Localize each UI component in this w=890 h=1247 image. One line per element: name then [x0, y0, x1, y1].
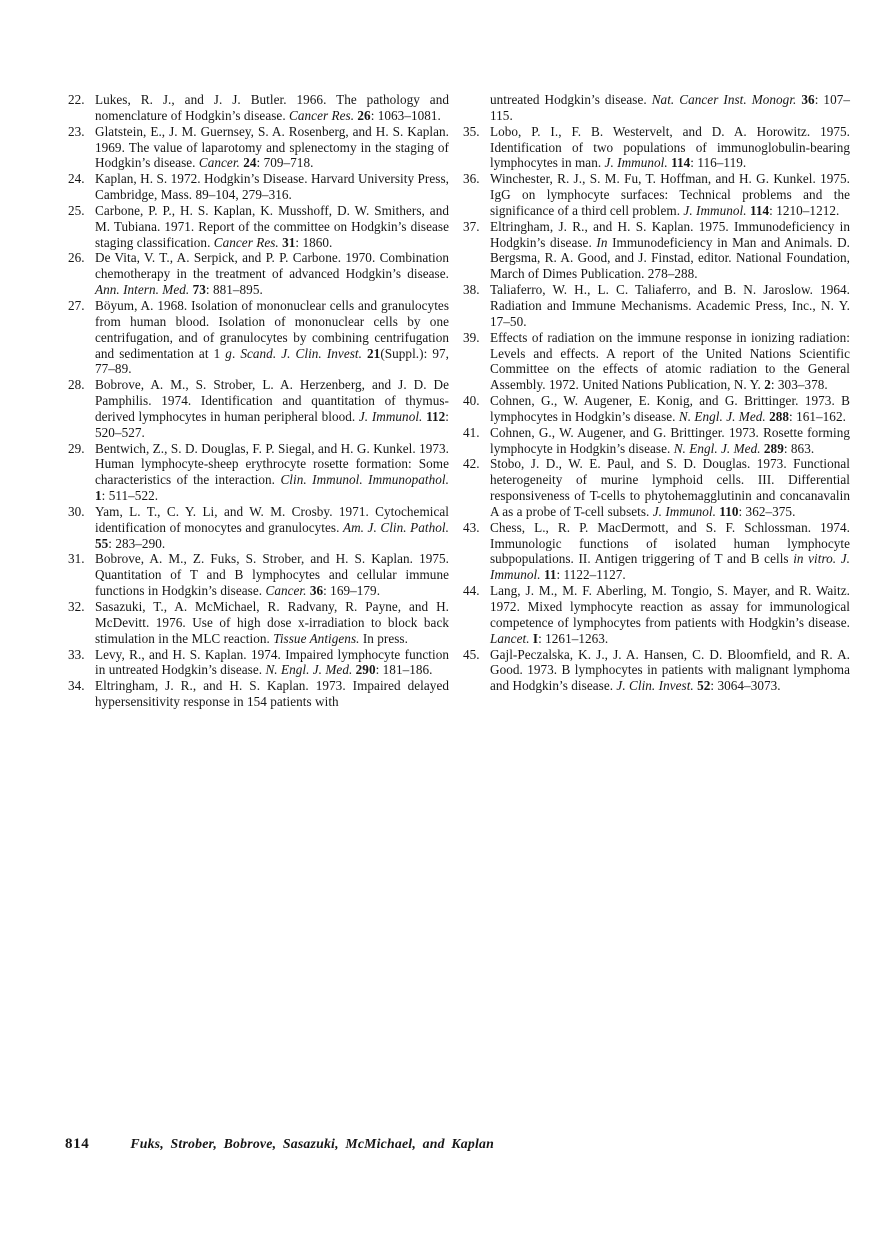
reference-text: Lobo, P. I., F. B. Westervelt, and D. A. Horowitz. 1975. Identification of two populations of immunoglobulin-bearing lymphocytes in man. J. Immunol. 114: 116–119. [490, 123, 850, 171]
reference-number: 30. [68, 503, 85, 519]
reference-text: Bobrove, A. M., Z. Fuks, S. Strober, and H. S. Kaplan. 1975. Quantitation of T and B lymphocytes and cellular immune functions in Hodgkin’s disease. Cancer. 36: 169–179. [95, 551, 449, 599]
reference-item [463, 520, 850, 583]
reference-number: 44. [463, 583, 480, 599]
reference-item [68, 203, 449, 251]
reference-text: Chess, L., R. P. MacDermott, and S. F. Schlossman. 1974. Immunologic functions of isolated human lymphocyte subpopulations. II. Antigen triggering of T and B cells in vitro. J. Immunol. 11: 1122–1127. [490, 519, 850, 583]
reference-item [463, 282, 850, 330]
reference-text: Winchester, R. J., S. M. Fu, T. Hoffman, and H. G. Kunkel. 1975. IgG on lymphocyte surfaces: Technical problems and the significance of a third cell problem. J. Immunol. 114: 1210–1212. [490, 171, 850, 218]
page-footer [65, 1136, 494, 1153]
reference-item [68, 441, 449, 504]
reference-text: Sasazuki, T., A. McMichael, R. Radvany, R. Payne, and H. McDevitt. 1976. Use of high dose x-irradiation to block back stimulation in the MLC reaction. Tissue Antigens. In press. [95, 599, 449, 646]
reference-number: 41. [463, 424, 480, 440]
reference-number: 43. [463, 519, 480, 535]
reference-text: Kaplan, H. S. 1972. Hodgkin’s Disease. Harvard University Press, Cambridge, Mass. 89–104, 279–316. [95, 171, 449, 203]
reference-number: 35. [463, 123, 480, 139]
reference-text: Gajl-Peczalska, K. J., J. A. Hansen, C. D. Bloomfield, and R. A. Good. 1973. B lymphocytes in patients with malignant lymphoma and Hodgkin’s disease. J. Clin. Invest. 52: 3064–3073. [490, 646, 850, 694]
reference-item [68, 124, 449, 172]
reference-item [68, 298, 449, 377]
reference-number: 39. [463, 329, 480, 345]
reference-text: Lang, J. M., M. F. Aberling, M. Tongio, S. Mayer, and R. Waitz. 1972. Mixed lymphocyte reaction as assay for immunological competence of lymphocytes from patients with Hodgkin’s disease. Lancet. I: 1261–1263. [490, 583, 850, 646]
references-right-column [463, 92, 850, 710]
reference-item [463, 425, 850, 457]
reference-text: Stobo, J. D., W. E. Paul, and S. D. Douglas. 1973. Functional heterogeneity of murine lymphoid cells. III. Differential responsiveness of T-cells to phytohemagglutinin and concanavalin A as a probe of T-cell subsets. J. Immunol. 110: 362–375. [490, 456, 850, 519]
reference-text: De Vita, V. T., A. Serpick, and P. P. Carbone. 1970. Combination chemotherapy in the treatment of advanced Hodgkin’s disease. Ann. Intern. Med. 73: 881–895. [95, 250, 449, 298]
reference-item [463, 124, 850, 172]
reference-text: Cohnen, G., W. Augener, and G. Brittinger. 1973. Rosette forming lymphocyte in Hodgkin’s disease. N. Engl. J. Med. 289: 863. [490, 424, 850, 456]
reference-number: 34. [68, 678, 85, 694]
reference-number: 32. [68, 599, 85, 614]
reference-item [68, 250, 449, 298]
reference-number: 27. [68, 297, 85, 313]
reference-text: Bobrove, A. M., S. Strober, L. A. Herzenberg, and J. D. De Pamphilis. 1974. Identification and quantitation of thymus-derived lymphocytes in human peripheral blood. J. Immunol. 112: 520–527. [95, 377, 449, 440]
reference-text: Eltringham, J. R., and H. S. Kaplan. 1975. Immunodeficiency in Hodgkin’s disease. In Immunodeficiency in Man and Animals. D. Bergsma, R. A. Good, and J. Finstad, editor. National Foundation, March of Dimes Publication. 278–288. [490, 218, 851, 282]
reference-list [68, 92, 850, 710]
reference-number: 25. [68, 202, 85, 218]
running-authors: Fuks, Strober, Bobrove, Sasazuki, McMichael, and Kaplan [130, 1136, 494, 1151]
reference-item [68, 647, 449, 679]
reference-item [68, 504, 449, 552]
reference-number: 26. [68, 250, 85, 266]
reference-item [68, 678, 449, 710]
reference-item [463, 647, 850, 695]
reference-number: 29. [68, 440, 85, 456]
reference-item [68, 599, 449, 647]
reference-number: 24. [68, 171, 85, 187]
reference-number: 22. [68, 92, 85, 107]
reference-number: 23. [68, 123, 85, 139]
reference-item [463, 393, 850, 425]
reference-text: Levy, R., and H. S. Kaplan. 1974. Impaired lymphocyte function in untreated Hodgkin’s disease. N. Engl. J. Med. 290: 181–186. [95, 646, 449, 678]
reference-item [68, 92, 449, 124]
reference-text: Cohnen, G., W. Augener, E. Konig, and G. Brittinger. 1973. B lymphocytes in Hodgkin’s disease. N. Engl. J. Med. 288: 161–162. [490, 393, 850, 424]
reference-number: 38. [463, 282, 480, 298]
reference-text: Yam, L. T., C. Y. Li, and W. M. Crosby. 1971. Cytochemical identification of monocytes and granulocytes. Am. J. Clin. Pathol. 55: 283–290. [95, 503, 449, 551]
reference-number: 42. [463, 456, 480, 472]
reference-text: Lukes, R. J., and J. J. Butler. 1966. The pathology and nomenclature of Hodgkin’s disease. Cancer Res. 26: 1063–1081. [95, 92, 449, 123]
reference-continuation [463, 92, 850, 124]
reference-text: Effects of radiation on the immune response in ionizing radiation: Levels and effects. A report of the United Nations Scientific Committee on the effects of atomic radiation to the General Assembly. 1972. United Nations Publication, N. Y. 2: 303–378. [490, 329, 850, 393]
reference-item [68, 171, 449, 203]
reference-number: 28. [68, 377, 85, 393]
reference-item [463, 171, 850, 219]
reference-text: Böyum, A. 1968. Isolation of mononuclear cells and granulocytes from human blood. Isolation of mononuclear cells by one centrifugation, and of granulocytes by combining centrifugation and sedimentation at 1 g. Scand. J. Clin. Invest. 21(Suppl.): 97, 77–89. [95, 297, 449, 377]
reference-text: Eltringham, J. R., and H. S. Kaplan. 1973. Impaired delayed hypersensitivity response in 154 patients with [95, 678, 449, 710]
reference-text: Carbone, P. P., H. S. Kaplan, K. Musshoff, D. W. Smithers, and M. Tubiana. 1971. Report of the committee on Hodgkin’s disease staging classification. Cancer Res. 31: 1860. [95, 202, 449, 250]
reference-number: 40. [463, 393, 480, 409]
reference-text: Taliaferro, W. H., L. C. Taliaferro, and B. N. Jaroslow. 1964. Radiation and Immune Mechanisms. Academic Press, Inc., N. Y. 17–50. [490, 282, 850, 329]
reference-item [463, 456, 850, 519]
reference-item [463, 219, 850, 282]
reference-number: 36. [463, 171, 480, 187]
reference-item [68, 377, 449, 440]
reference-number: 31. [68, 551, 85, 567]
reference-text: untreated Hodgkin’s disease. Nat. Cancer Inst. Monogr. 36: 107–115. [490, 92, 850, 123]
page-number: 814 [65, 1136, 90, 1152]
reference-number: 45. [463, 646, 480, 662]
reference-number: 33. [68, 646, 85, 662]
reference-item [463, 583, 850, 646]
reference-text: Glatstein, E., J. M. Guernsey, S. A. Rosenberg, and H. S. Kaplan. 1969. The value of laparotomy and splenectomy in the staging of Hodgkin’s disease. Cancer. 24: 709–718. [95, 123, 449, 171]
reference-number: 37. [463, 218, 480, 234]
references-left-column [68, 92, 449, 710]
reference-item [463, 330, 850, 393]
reference-text: Bentwich, Z., S. D. Douglas, F. P. Siegal, and H. G. Kunkel. 1973. Human lymphocyte-sheep erythrocyte rosette formation: Some characteristics of the interaction. Clin. Immunol. Immunopathol. 1: 511–522. [95, 440, 449, 504]
reference-item [68, 551, 449, 599]
